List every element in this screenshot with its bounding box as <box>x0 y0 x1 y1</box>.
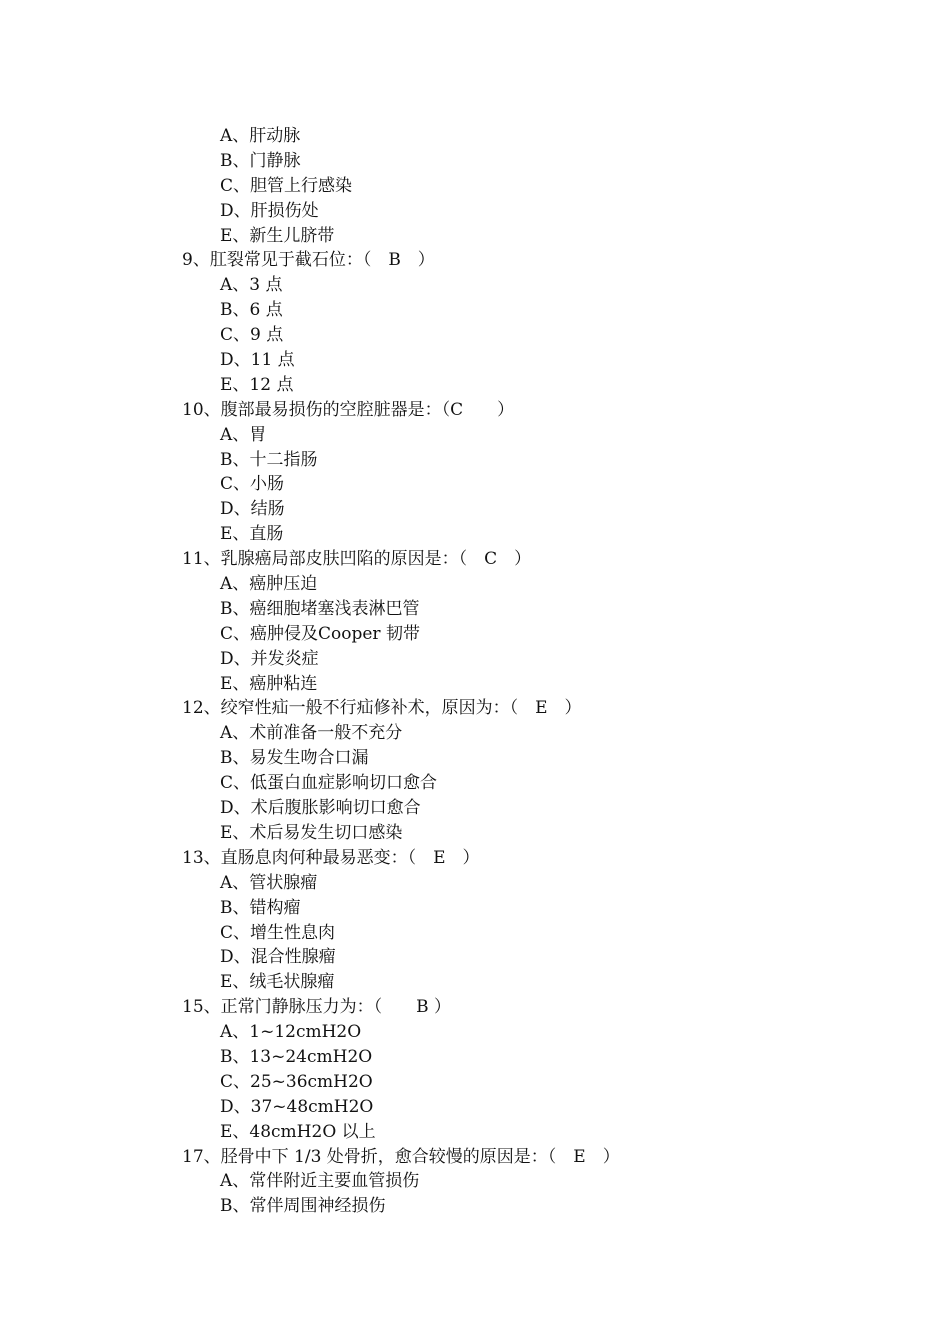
question-stem: 10、腹部最易损伤的空腔脏器是：（C ） <box>182 399 515 420</box>
option: C、胆管上行感染 <box>220 175 353 196</box>
question-stem: 17、胫骨中下 1/3 处骨折，愈合较慢的原因是：（ E ） <box>182 1146 620 1167</box>
option: D、37~48cmH2O <box>220 1096 374 1117</box>
option: D、11 点 <box>220 350 295 371</box>
question-stem: 13、直肠息肉何种最易恶变：（ E ） <box>182 847 480 868</box>
option: C、低蛋白血症影响切口愈合 <box>220 773 438 794</box>
option: B、13~24cmH2O <box>220 1046 373 1067</box>
option: B、门静脉 <box>220 150 301 171</box>
option: B、常伴周围神经损伤 <box>220 1196 386 1217</box>
question-list <box>0 124 950 1219</box>
question-stem: 12、绞窄性疝一般不行疝修补术，原因为：（ E ） <box>182 698 582 719</box>
option: E、直肠 <box>220 524 284 545</box>
option: E、新生儿脐带 <box>220 225 335 246</box>
option: E、绒毛状腺瘤 <box>220 972 335 993</box>
option: E、术后易发生切口感染 <box>220 822 403 843</box>
question-stem: 15、正常门静脉压力为：（ B ） <box>182 997 452 1018</box>
option: A、术前准备一般不充分 <box>220 723 403 744</box>
option: E、48cmH2O 以上 <box>220 1121 376 1142</box>
option: C、9 点 <box>220 325 284 346</box>
question-stem: 11、乳腺癌局部皮肤凹陷的原因是：（ C ） <box>182 549 532 570</box>
option: A、胃 <box>220 424 267 445</box>
option: C、癌肿侵及Cooper 韧带 <box>220 623 420 644</box>
option: D、并发炎症 <box>220 648 319 669</box>
option: A、管状腺瘤 <box>220 872 318 893</box>
option: A、常伴附近主要血管损伤 <box>220 1171 420 1192</box>
option: C、25~36cmH2O <box>220 1071 373 1092</box>
option: A、1~12cmH2O <box>220 1022 362 1043</box>
option: E、12 点 <box>220 374 294 395</box>
option: A、肝动脉 <box>220 126 301 146</box>
option: B、错构瘤 <box>220 897 301 918</box>
option: B、十二指肠 <box>220 449 318 470</box>
option: C、小肠 <box>220 474 285 495</box>
option: A、癌肿压迫 <box>220 574 318 595</box>
option: B、6 点 <box>220 300 283 321</box>
question-stem: 9、肛裂常见于截石位：（ B ） <box>182 250 435 271</box>
option: B、癌细胞堵塞浅表淋巴管 <box>220 598 420 619</box>
option: B、易发生吻合口漏 <box>220 748 369 769</box>
option: A、3 点 <box>220 275 283 296</box>
option: D、肝损伤处 <box>220 200 319 221</box>
option: D、结肠 <box>220 499 285 520</box>
option: E、癌肿粘连 <box>220 673 318 694</box>
option: D、混合性腺瘤 <box>220 947 336 968</box>
option: C、增生性息肉 <box>220 922 336 943</box>
option: D、术后腹胀影响切口愈合 <box>220 798 421 819</box>
